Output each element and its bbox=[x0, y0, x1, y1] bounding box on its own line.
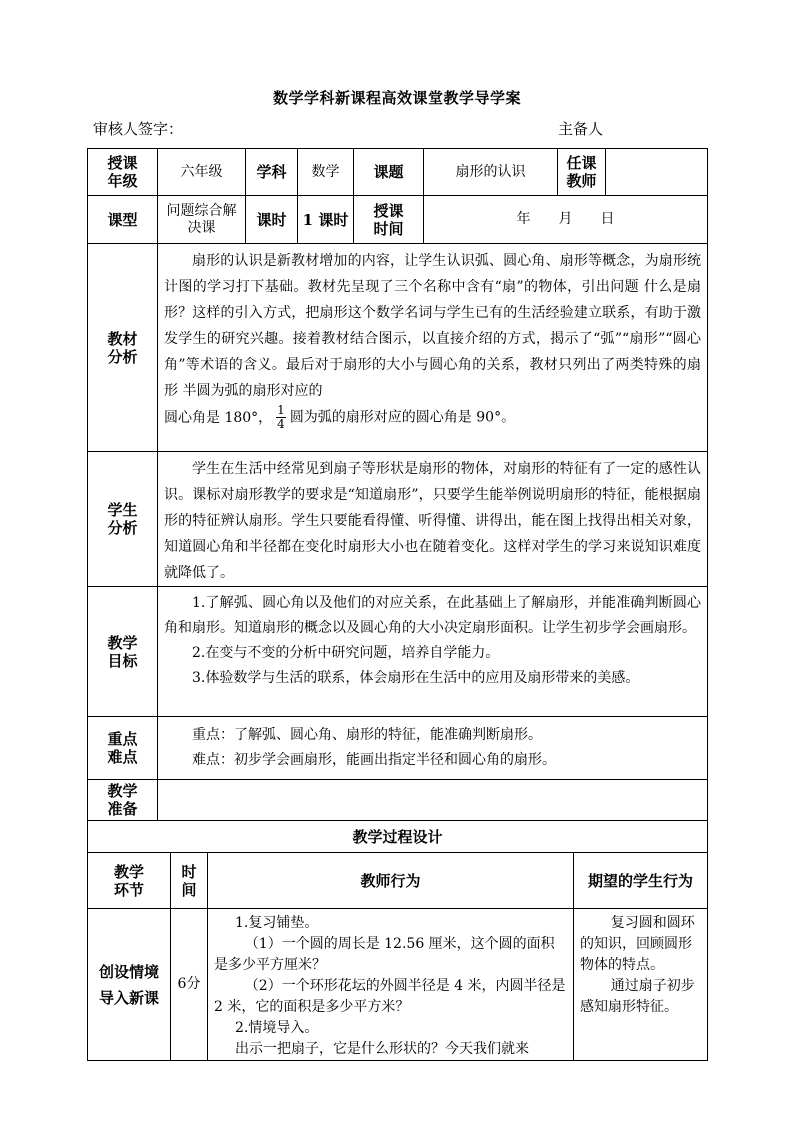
lesson-type-value: 问题综合解决课 bbox=[158, 196, 246, 244]
teacher-col-header: 教师行为 bbox=[208, 853, 574, 909]
stage-col-header: 教学环节 bbox=[88, 853, 171, 909]
prep-label: 教学准备 bbox=[88, 780, 158, 821]
teacher-line: （2）一个环形花坛的外圆半径是 4 米，内圆半径是 2 米，它的面积是多少平方米？ bbox=[214, 978, 566, 1015]
topic-label: 课题 bbox=[354, 149, 424, 196]
document-title: 数学学科新课程高效课堂教学导学案 bbox=[272, 89, 521, 107]
preparer-label: 主备人 bbox=[558, 120, 604, 138]
objectives-text bbox=[158, 587, 708, 717]
subject-value: 数学 bbox=[298, 149, 354, 196]
reviewer-signature-label: 审核人签字： bbox=[93, 120, 184, 138]
student-line: 通过扇子初步感知扇形特征。 bbox=[580, 978, 695, 1015]
objective-item: 1.了解弧、圆心角以及他们的对应关系，在此基础上了解扇形，并能准确判断圆心角和扇形。知道扇形的概念以及圆心角的大小决定扇形面积。让学生初步学会画扇形。 bbox=[164, 595, 701, 636]
date-label: 授课时间 bbox=[354, 196, 424, 244]
teacher-behavior bbox=[208, 909, 574, 1061]
time-col-header: 时间 bbox=[171, 853, 208, 909]
subject-label: 学科 bbox=[246, 149, 298, 196]
hours-label: 课时 bbox=[246, 196, 298, 244]
prep-value bbox=[158, 780, 708, 821]
student-analysis-text: 学生在生活中经常见到扇子等形状是扇形的物体，对扇形的特征有了一定的感性认识。课标对扇形教学的要求是“知道扇形”，只要学生能举例说明扇形的特征，能根据扇形的特征辨认扇形。学生只要能看得懂、听得懂、讲得出，能在图上找得出相关对象，知道圆心角和半径都在变化时扇形大小也在随着变化。这样对学生的学习来说知识难度就降低了。 bbox=[158, 452, 708, 587]
objective-item: 2.在变与不变的分析中研究问题，培养自学能力。 bbox=[192, 645, 500, 661]
key-point: 重点：了解弧、圆心角、扇形的特征，能准确判断扇形。 bbox=[192, 727, 542, 743]
teacher-value bbox=[606, 149, 708, 196]
student-line: 复习圆和圆环的知识，回顾圆形物体的特点。 bbox=[580, 915, 695, 973]
objectives-label: 教学目标 bbox=[88, 587, 158, 717]
grade-value: 六年级 bbox=[158, 149, 246, 196]
student-behavior bbox=[574, 909, 708, 1061]
objective-item: 3.体验数学与生活的联系，体会扇形在生活中的应用及扇形带来的美感。 bbox=[192, 670, 640, 686]
time-intro: 6分 bbox=[171, 909, 208, 1061]
quarter-fraction: $\frac{1}{4}$ bbox=[277, 403, 285, 431]
grade-label: 授课年级 bbox=[88, 149, 158, 196]
material-analysis-text: 扇形的认识是新教材增加的内容，让学生认识弧、圆心角、扇形等概念，为扇形统计图的学习打下基础。教材先呈现了三个名称中含有“扇”的物体，引出问题 什么是扇形？这样的引入方式，把扇形这个数学名词与学生已有的生活经验建立联系，有助于激发学生的研究兴趣。接着教材结合图示，以直接介绍的方式，揭示了“弧”“扇形”“圆心角”等术语的含义。最后对于扇形的大小与圆心角的关系，教材只列出了两类特殊的扇形 半圆为弧的扇形对应的 圆心角是 180°， $\frac{1}{4}$ 圆为弧的扇形对应的圆心角是 90°。 bbox=[158, 244, 708, 452]
stage-intro: 创设情境导入新课 bbox=[88, 909, 171, 1061]
lesson-type-label: 课型 bbox=[88, 196, 158, 244]
teacher-line: 1.复习铺垫。 bbox=[235, 915, 319, 931]
hours-value: 1 课时 bbox=[298, 196, 354, 244]
date-value: 年 月 日 bbox=[424, 196, 708, 244]
difficulty-point: 难点：初步学会画扇形，能画出指定半径和圆心角的扇形。 bbox=[192, 752, 556, 768]
key-points-label: 重点难点 bbox=[88, 717, 158, 780]
process-section-title: 教学过程设计 bbox=[88, 821, 708, 853]
key-points-text bbox=[158, 717, 708, 780]
lesson-info-table bbox=[87, 148, 708, 853]
material-analysis-label: 教材分析 bbox=[88, 244, 158, 452]
student-col-header: 期望的学生行为 bbox=[574, 853, 708, 909]
teacher-label: 任课教师 bbox=[558, 149, 606, 196]
teacher-line: 2.情境导入。 bbox=[235, 1020, 319, 1036]
student-analysis-label: 学生分析 bbox=[88, 452, 158, 587]
teacher-line: （1）一个圆的周长是 12.56 厘米，这个圆的面积是多少平方厘米？ bbox=[214, 936, 555, 973]
process-table bbox=[87, 852, 708, 1061]
teacher-line: 出示一把扇子，它是什么形状的？今天我们就来 bbox=[235, 1041, 529, 1057]
topic-value: 扇形的认识 bbox=[424, 149, 558, 196]
